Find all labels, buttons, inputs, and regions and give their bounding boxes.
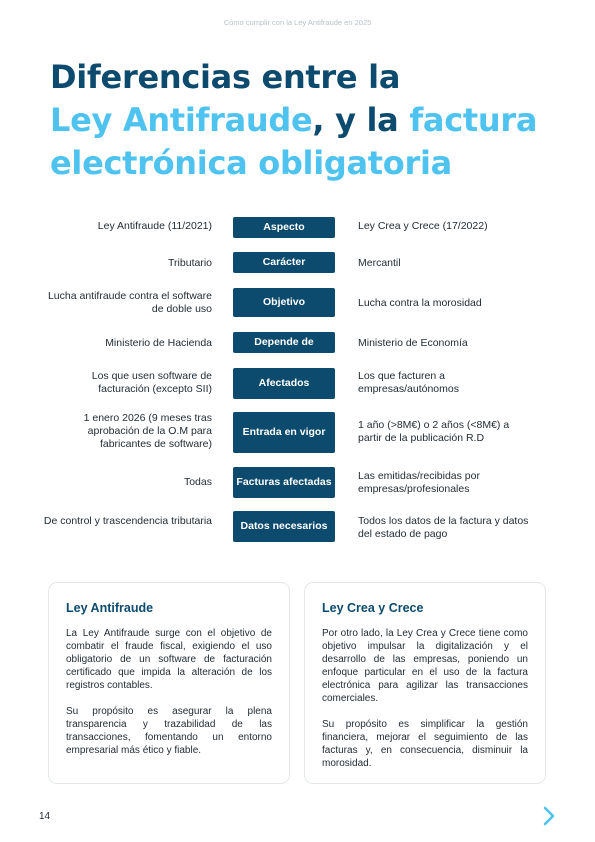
row-left-text: Tributario — [168, 257, 212, 269]
row-label: Carácter — [233, 252, 335, 273]
row-label: Objetivo — [233, 288, 335, 317]
chevron-right-icon[interactable] — [541, 806, 557, 826]
card-title: Ley Crea y Crece — [322, 601, 424, 615]
title-line-3: electrónica obligatoria — [50, 144, 452, 182]
row-label: Datos necesarios — [233, 511, 335, 542]
row-right-text: Lucha contra la morosidad — [358, 297, 482, 309]
card-ley-crea-y-crece — [304, 582, 546, 784]
row-left-text: 1 enero 2026 (9 meses tras aprobación de la O.M para fabricantes de software) — [83, 412, 212, 450]
row-right-text: 1 año (>8M€) o 2 años (<8M€) a partir de la publicación R.D — [358, 419, 510, 444]
row-label: Afectados — [233, 368, 335, 399]
card-paragraph: Su propósito es asegurar la plena transparencia y trazabilidad de las transacciones, fomentando un entorno empresarial más ético y fiable. — [66, 706, 272, 756]
card-paragraph: Por otro lado, la Ley Crea y Crece tiene como objetivo impulsar la digitalización y el desarrollo de las empresas, poniendo un enfoque particular en el uso de la factura electrónica para agilizar las transacciones comerciales. — [322, 628, 528, 704]
row-left-text: Ministerio de Hacienda — [105, 337, 212, 349]
page-number: 14 — [39, 811, 51, 822]
row-right-text: Mercantil — [358, 257, 401, 269]
page-title — [50, 56, 550, 185]
row-left-text: Ley Antifraude (11/2021) — [97, 220, 212, 232]
row-right-text: Las emitidas/recibidas por empresas/profesionales — [358, 470, 480, 495]
row-label: Facturas afectadas — [233, 467, 335, 498]
row-left-text: Los que usen software de facturación (excepto SII) — [91, 370, 212, 395]
title-highlight-factura: factura — [409, 101, 538, 139]
card-title: Ley Antifraude — [66, 601, 154, 615]
row-left-text: Todas — [183, 476, 212, 488]
title-highlight-ley: Ley Antifraude — [50, 101, 313, 139]
card-ley-antifraude — [48, 582, 290, 784]
title-connector: , y la — [312, 101, 410, 139]
title-line-1: Diferencias entre la — [50, 58, 401, 96]
row-right-text: Ley Crea y Crece (17/2022) — [358, 220, 488, 232]
row-label: Aspecto — [233, 217, 335, 238]
card-paragraph: Su propósito es simplificar la gestión financiera, mejorar el seguimiento de las facturas y, en consecuencia, disminuir la morosidad. — [322, 719, 528, 769]
row-left-text: Lucha antifraude contra el software de doble uso — [47, 290, 212, 315]
page-header: Cómo cumplir con la Ley Antifraude en 2025 — [223, 18, 372, 27]
card-paragraph: La Ley Antifraude surge con el objetivo de combatir el fraude fiscal, exigiendo el uso obligatorio de un software de facturación certificado que impida la alteración de los registros contables. — [66, 628, 272, 691]
row-label: Entrada en vigor — [233, 412, 335, 453]
row-right-text: Ministerio de Economía — [358, 337, 468, 349]
row-right-text: Todos los datos de la factura y datos del estado de pago — [358, 515, 529, 540]
row-left-text: De control y trascendencia tributaria — [43, 515, 212, 527]
row-label: Depende de — [233, 332, 335, 353]
row-right-text: Los que facturen a empresas/autónomos — [358, 370, 459, 395]
